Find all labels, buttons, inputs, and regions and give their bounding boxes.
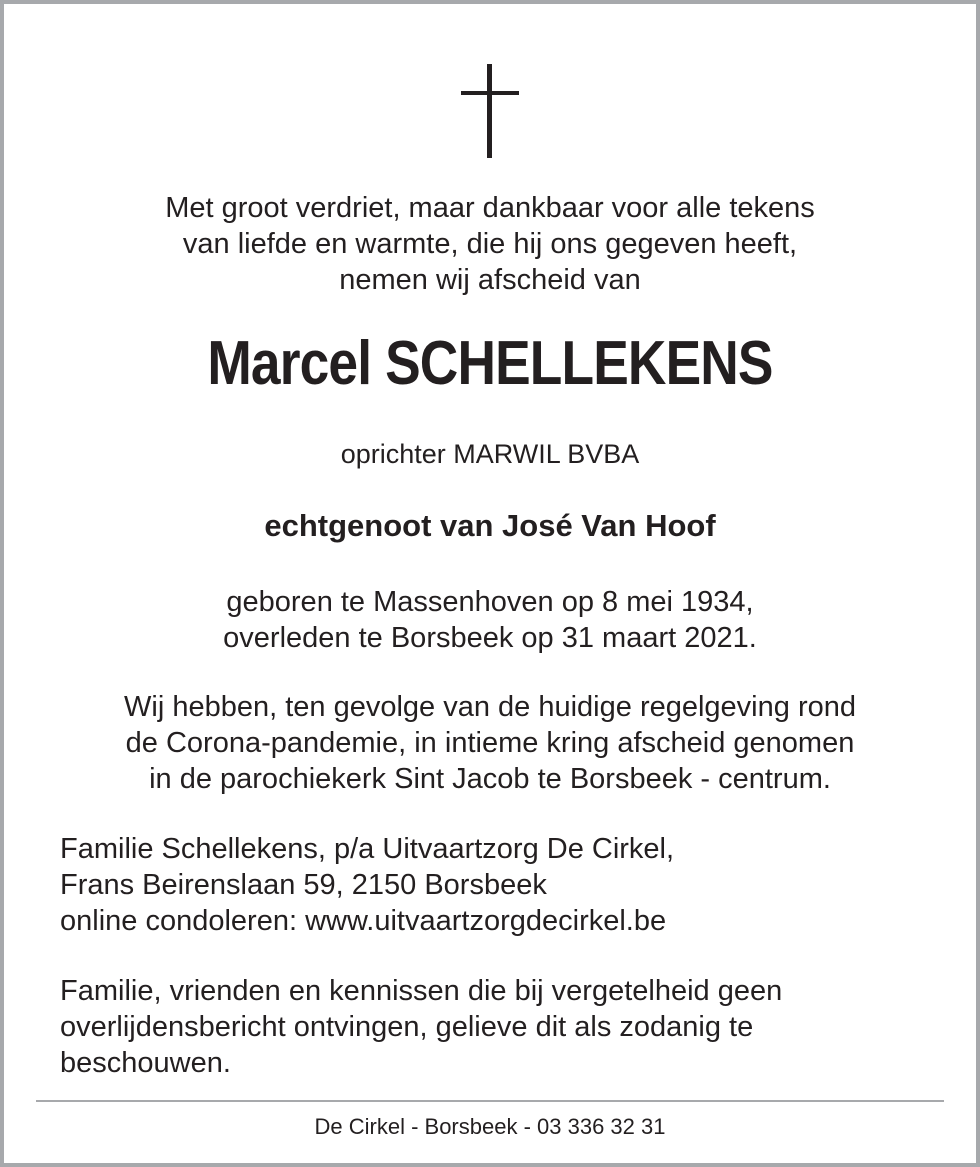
condolence-link[interactable]: online condoleren: www.uitvaartzorgdecirkel.be bbox=[60, 905, 667, 937]
notice-block bbox=[60, 973, 940, 1081]
notice-line: Familie, vrienden en kennissen die bij vergetelheid geen bbox=[60, 975, 783, 1007]
cross-vertical-bar bbox=[487, 64, 492, 158]
intro-line: nemen wij afscheid van bbox=[339, 264, 641, 296]
ceremony-text bbox=[0, 689, 980, 797]
notice-line: beschouwen. bbox=[60, 1047, 231, 1079]
cross-icon bbox=[461, 64, 519, 158]
ceremony-line: de Corona-pandemie, in intieme kring afscheid genomen bbox=[125, 727, 855, 759]
deceased-name: Marcel SCHELLEKENS bbox=[207, 329, 773, 398]
contact-address: Frans Beirenslaan 59, 2150 Borsbeek bbox=[60, 869, 547, 901]
footer-divider bbox=[36, 1100, 944, 1102]
contact-block bbox=[60, 831, 940, 939]
birth-death-dates bbox=[0, 584, 980, 656]
ceremony-line: Wij hebben, ten gevolge van de huidige regelgeving rond bbox=[124, 691, 856, 723]
contact-line: Familie Schellekens, p/a Uitvaartzorg De Cirkel, bbox=[60, 833, 675, 865]
death-line: overleden te Borsbeek op 31 maart 2021. bbox=[223, 622, 757, 654]
intro-line: van liefde en warmte, die hij ons gegeven heeft, bbox=[182, 228, 798, 260]
intro-line: Met groot verdriet, maar dankbaar voor alle tekens bbox=[165, 192, 815, 224]
intro-text bbox=[0, 190, 980, 298]
ceremony-line: in de parochiekerk Sint Jacob te Borsbeek - centrum. bbox=[149, 763, 831, 795]
birth-line: geboren te Massenhoven op 8 mei 1934, bbox=[226, 586, 754, 618]
cross-horizontal-bar bbox=[461, 91, 519, 95]
notice-line: overlijdensbericht ontvingen, gelieve dit als zodanig te bbox=[60, 1011, 754, 1043]
spouse-line: echtgenoot van José Van Hoof bbox=[264, 508, 716, 543]
footer-text: De Cirkel - Borsbeek - 03 336 32 31 bbox=[314, 1114, 666, 1139]
deceased-role: oprichter MARWIL BVBA bbox=[340, 439, 640, 469]
